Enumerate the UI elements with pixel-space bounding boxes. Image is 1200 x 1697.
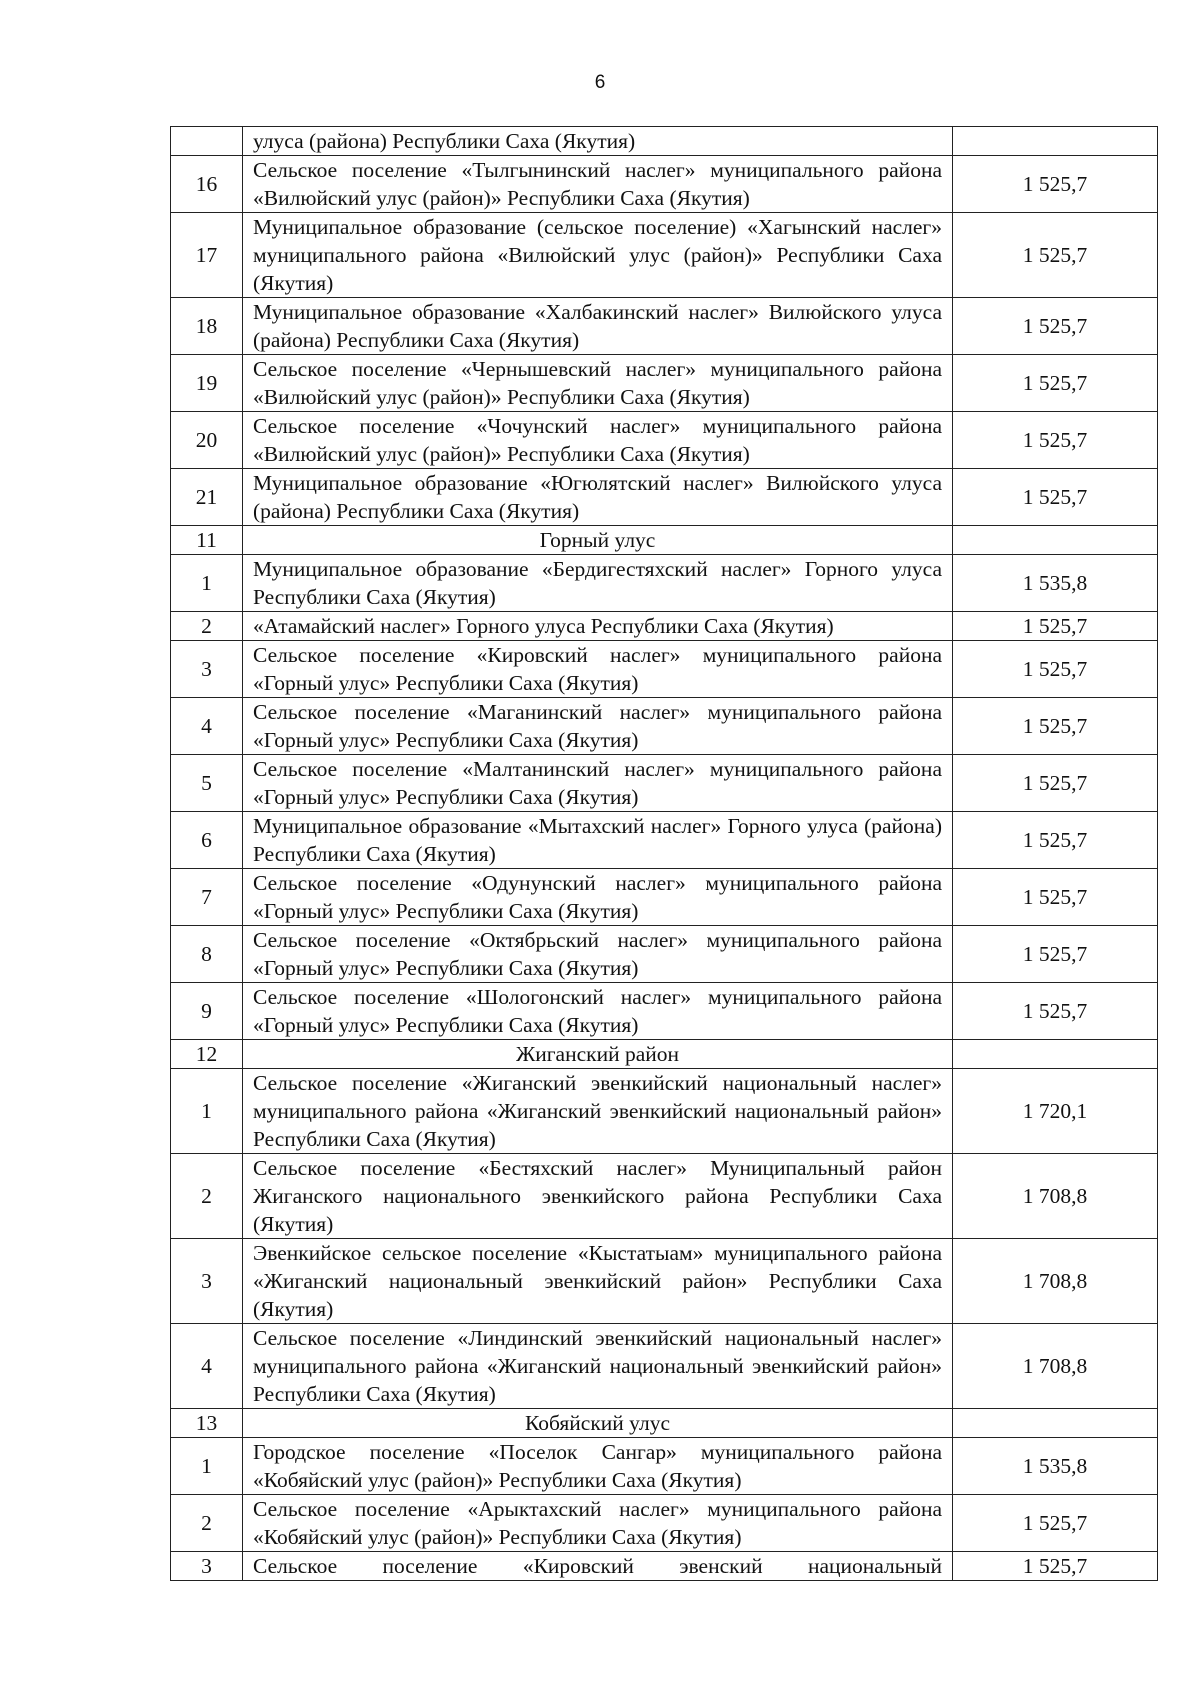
amount-cell: 1 525,7	[953, 698, 1158, 755]
row-number-cell: 12	[171, 1040, 243, 1069]
row-number-cell: 8	[171, 926, 243, 983]
table-row	[171, 755, 1158, 812]
amount-cell: 1 525,7	[953, 755, 1158, 812]
table-row	[171, 1495, 1158, 1552]
row-number-cell: 2	[171, 1154, 243, 1239]
settlement-name-cell: Муниципальное образование «Халбакинский наслег» Вилюйского улуса (района) Республики Саха (Якутия)	[243, 298, 953, 355]
row-number-cell: 11	[171, 526, 243, 555]
amount-cell: 1 535,8	[953, 555, 1158, 612]
amount-cell: 1 525,7	[953, 812, 1158, 869]
amount-cell: 1 525,7	[953, 926, 1158, 983]
table-row	[171, 156, 1158, 213]
row-number-cell: 16	[171, 156, 243, 213]
table-row	[171, 355, 1158, 412]
amount-cell: 1 525,7	[953, 612, 1158, 641]
settlement-name-cell: Муниципальное образование «Мытахский наслег» Горного улуса (района) Республики Саха (Якутия)	[243, 812, 953, 869]
row-number-cell: 19	[171, 355, 243, 412]
settlement-name-cell: Сельское поселение «Чочунский наслег» муниципального района «Вилюйский улус (район)» Республики Саха (Якутия)	[243, 412, 953, 469]
settlements-table-body	[171, 127, 1158, 1581]
row-number-cell: 20	[171, 412, 243, 469]
amount-cell: 1 525,7	[953, 298, 1158, 355]
amount-cell	[953, 127, 1158, 156]
row-number-cell: 4	[171, 698, 243, 755]
table-row	[171, 869, 1158, 926]
row-number-cell: 4	[171, 1324, 243, 1409]
row-number-cell: 2	[171, 1495, 243, 1552]
row-number-cell: 3	[171, 1239, 243, 1324]
district-heading-row	[171, 1040, 1158, 1069]
amount-cell: 1 708,8	[953, 1154, 1158, 1239]
row-number-cell: 3	[171, 641, 243, 698]
settlement-name-cell: «Атамайский наслег» Горного улуса Республики Саха (Якутия)	[243, 612, 953, 641]
table-row	[171, 298, 1158, 355]
amount-cell: 1 525,7	[953, 412, 1158, 469]
amount-cell: 1 525,7	[953, 869, 1158, 926]
table-row	[171, 127, 1158, 156]
district-name-cell: Горный улус	[243, 526, 953, 555]
table-row	[171, 1438, 1158, 1495]
settlement-name-cell: Сельское поселение «Одунунский наслег» муниципального района «Горный улус» Республики Саха (Якутия)	[243, 869, 953, 926]
page-number: 6	[594, 72, 606, 93]
settlement-name-cell: Сельское поселение «Кировский наслег» муниципального района «Горный улус» Республики Саха (Якутия)	[243, 641, 953, 698]
table-row	[171, 469, 1158, 526]
table-row	[171, 812, 1158, 869]
table-row	[171, 1069, 1158, 1154]
amount-cell: 1 720,1	[953, 1069, 1158, 1154]
amount-cell: 1 525,7	[953, 355, 1158, 412]
row-number-cell: 21	[171, 469, 243, 526]
settlement-name-cell: Муниципальное образование (сельское поселение) «Хагынский наслег» муниципального района «Вилюйский улус (район)» Республики Саха (Якутия)	[243, 213, 953, 298]
table-row	[171, 926, 1158, 983]
settlement-name-cell: Сельское поселение «Тылгынинский наслег» муниципального района «Вилюйский улус (район)» Республики Саха (Якутия)	[243, 156, 953, 213]
table-row	[171, 612, 1158, 641]
settlement-name-cell: Муниципальное образование «Югюлятский наслег» Вилюйского улуса (района) Республики Саха (Якутия)	[243, 469, 953, 526]
table-row	[171, 1324, 1158, 1409]
table-row	[171, 1154, 1158, 1239]
settlement-name-cell: Городское поселение «Поселок Сангар» муниципального района «Кобяйский улус (район)» Республики Саха (Якутия)	[243, 1438, 953, 1495]
amount-cell	[953, 1409, 1158, 1438]
row-number-cell: 1	[171, 1438, 243, 1495]
amount-cell: 1 525,7	[953, 1495, 1158, 1552]
row-number-cell: 7	[171, 869, 243, 926]
amount-cell: 1 525,7	[953, 213, 1158, 298]
table-row	[171, 555, 1158, 612]
row-number-cell: 1	[171, 555, 243, 612]
district-heading-row	[171, 526, 1158, 555]
settlement-name-cell: Сельское поселение «Линдинский эвенкийский национальный наслег» муниципального района «Жиганский национальный эвенкийский район» Республики Саха (Якутия)	[243, 1324, 953, 1409]
settlement-name-cell: Сельское поселение «Октябрьский наслег» муниципального района «Горный улус» Республики Саха (Якутия)	[243, 926, 953, 983]
row-number-cell: 3	[171, 1552, 243, 1581]
amount-cell: 1 525,7	[953, 156, 1158, 213]
settlement-name-cell: Сельское поселение «Маганинский наслег» муниципального района «Горный улус» Республики Саха (Якутия)	[243, 698, 953, 755]
table-row	[171, 213, 1158, 298]
amount-cell: 1 708,8	[953, 1324, 1158, 1409]
amount-cell: 1 525,7	[953, 469, 1158, 526]
district-name-cell: Кобяйский улус	[243, 1409, 953, 1438]
settlement-name-cell: Сельское поселение «Арыктахский наслег» муниципального района «Кобяйский улус (район)» Республики Саха (Якутия)	[243, 1495, 953, 1552]
row-number-cell: 6	[171, 812, 243, 869]
amount-cell	[953, 526, 1158, 555]
amount-cell: 1 525,7	[953, 983, 1158, 1040]
settlement-name-cell: Сельское поселение «Жиганский эвенкийский национальный наслег» муниципального района «Жиганский эвенкийский национальный район» Республики Саха (Якутия)	[243, 1069, 953, 1154]
row-number-cell: 17	[171, 213, 243, 298]
settlement-name-cell: Сельское поселение «Чернышевский наслег» муниципального района «Вилюйский улус (район)» Республики Саха (Якутия)	[243, 355, 953, 412]
amount-cell: 1 525,7	[953, 641, 1158, 698]
table-row	[171, 983, 1158, 1040]
table-row	[171, 412, 1158, 469]
row-number-cell	[171, 127, 243, 156]
settlement-name-cell: Сельское поселение «Кировский эвенский национальный	[243, 1552, 953, 1581]
settlement-name-cell: улуса (района) Республики Саха (Якутия)	[243, 127, 953, 156]
amount-cell: 1 535,8	[953, 1438, 1158, 1495]
table-row	[171, 1552, 1158, 1581]
table-row	[171, 641, 1158, 698]
table-row	[171, 1239, 1158, 1324]
amount-cell: 1 708,8	[953, 1239, 1158, 1324]
settlements-table	[170, 126, 1158, 1581]
amount-cell	[953, 1040, 1158, 1069]
settlement-name-cell: Муниципальное образование «Бердигестяхский наслег» Горного улуса Республики Саха (Якутия)	[243, 555, 953, 612]
row-number-cell: 5	[171, 755, 243, 812]
row-number-cell: 1	[171, 1069, 243, 1154]
settlement-name-cell: Сельское поселение «Бестяхский наслег» Муниципальный район Жиганского национального эвенкийского района Республики Саха (Якутия)	[243, 1154, 953, 1239]
row-number-cell: 9	[171, 983, 243, 1040]
settlement-name-cell: Сельское поселение «Малтанинский наслег» муниципального района «Горный улус» Республики Саха (Якутия)	[243, 755, 953, 812]
district-name-cell: Жиганский район	[243, 1040, 953, 1069]
settlement-name-cell: Эвенкийское сельское поселение «Кыстатыам» муниципального района «Жиганский национальный эвенкийский район» Республики Саха (Якутия)	[243, 1239, 953, 1324]
district-heading-row	[171, 1409, 1158, 1438]
row-number-cell: 13	[171, 1409, 243, 1438]
settlement-name-cell: Сельское поселение «Шологонский наслег» муниципального района «Горный улус» Республики Саха (Якутия)	[243, 983, 953, 1040]
row-number-cell: 2	[171, 612, 243, 641]
amount-cell: 1 525,7	[953, 1552, 1158, 1581]
table-row	[171, 698, 1158, 755]
row-number-cell: 18	[171, 298, 243, 355]
